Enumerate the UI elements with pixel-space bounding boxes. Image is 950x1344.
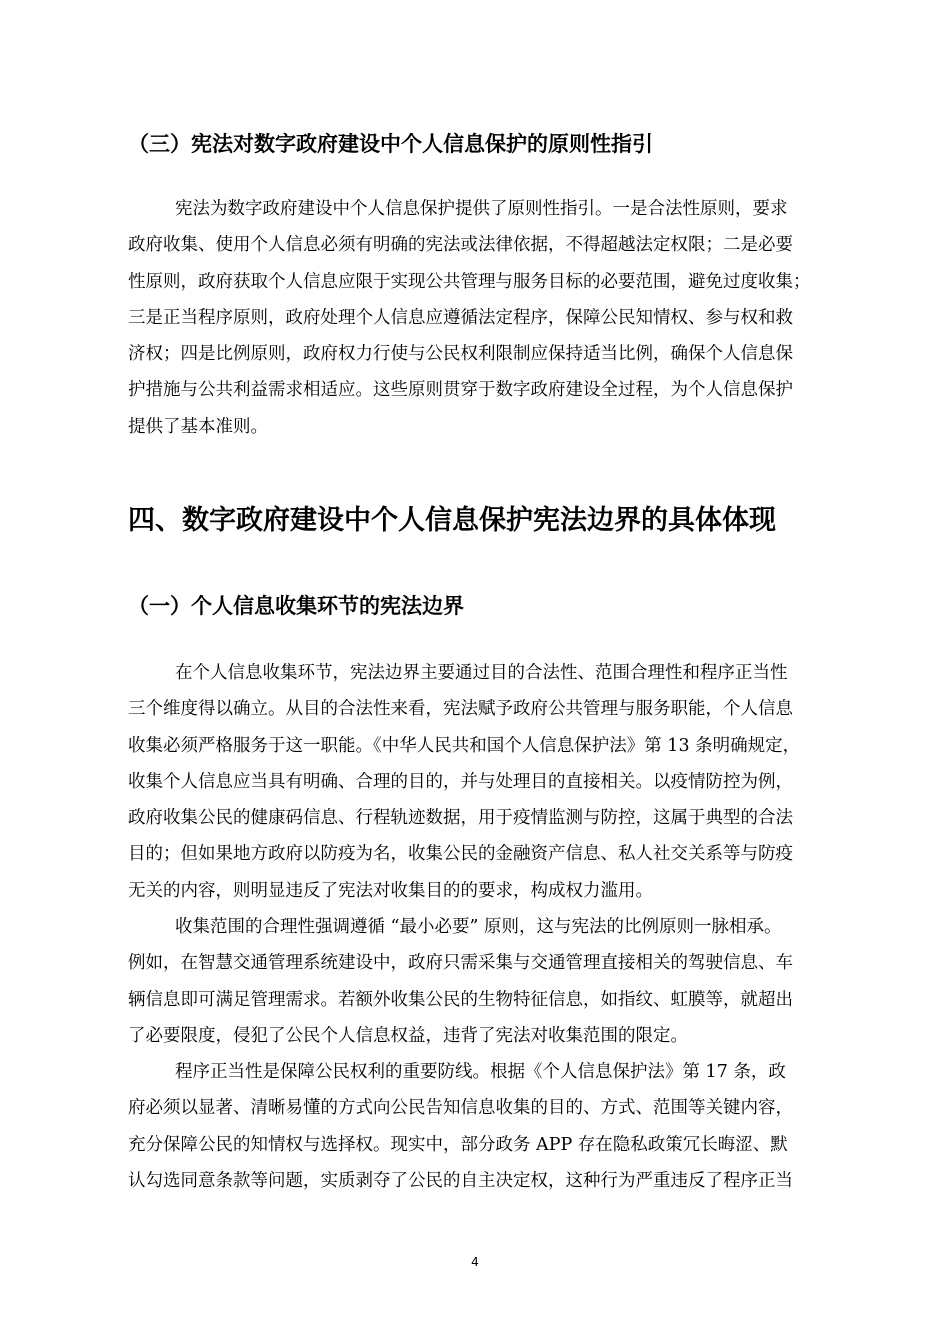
paragraph-line: 宪法为数字政府建设中个人信息保护提供了原则性指引。一是合法性原则，要求 [175,199,788,219]
paragraph-line: 收集必须严格服务于这一职能。《中华人民共和国个人信息保护法》第 13 条明确规定， [128,735,801,756]
paragraph-line: 护措施与公共利益需求相适应。这些原则贯穿于数字政府建设全过程，为个人信息保护 [128,380,793,401]
paragraph-line: 三是正当程序原则，政府处理个人信息应遵循法定程序，保障公民知情权、参与权和救 [128,307,793,328]
paragraph-line: 了必要限度，侵犯了公民个人信息权益，违背了宪法对收集范围的限定。 [128,1025,688,1046]
section-heading-1: （一）个人信息收集环节的宪法边界 [128,594,464,618]
paragraph-line: 政府收集公民的健康码信息、行程轨迹数据，用于疫情监测与防控，这属于典型的合法 [128,808,793,829]
paragraph-line: 辆信息即可满足管理需求。若额外收集公民的生物特征信息，如指纹、虹膜等，就超出 [128,989,793,1010]
paragraph-line: 性原则，政府获取个人信息应限于实现公共管理与服务目标的必要范围，避免过度收集； [128,271,811,292]
paragraph-line: 政府收集、使用个人信息必须有明确的宪法或法律依据，不得超越法定权限；二是必要 [128,235,793,256]
paragraph-collection-boundary [128,655,860,909]
paragraph-line: 提供了基本准则。 [128,416,268,437]
paragraph-line: 充分保障公民的知情权与选择权。现实中，部分政务 APP 存在隐私政策冗长晦涩、默 [128,1134,788,1155]
paragraph-line: 在个人信息收集环节，宪法边界主要通过目的合法性、范围合理性和程序正当性 [175,663,788,683]
paragraph-line: 济权；四是比例原则，政府权力行使与公民权利限制应保持适当比例，确保个人信息保 [128,344,793,365]
paragraph-line: 无关的内容，则明显违反了宪法对收集目的的要求，构成权力滥用。 [128,880,653,901]
paragraph-line: 收集范围的合理性强调遵循 “最小必要” 原则，这与宪法的比例原则一脉相承。 [175,917,782,937]
paragraph-line: 程序正当性是保障公民权利的重要防线。根据《个人信息保护法》第 17 条，政 [175,1062,786,1082]
paragraph-scope [128,909,860,1054]
section-heading-3: （三）宪法对数字政府建设中个人信息保护的原则性指引 [128,132,653,156]
page-number: 4 [471,1255,479,1269]
paragraph-line: 例如，在智慧交通管理系统建设中，政府只需采集与交通管理直接相关的驾驶信息、车 [128,953,793,974]
paragraph-line: 目的；但如果地方政府以防疫为名，收集公民的金融资产信息、私人社交关系等与防疫 [128,844,793,865]
chapter-heading-4: 四、数字政府建设中个人信息保护宪法边界的具体体现 [128,505,776,536]
paragraph-line: 三个维度得以确立。从目的合法性来看，宪法赋予政府公共管理与服务职能，个人信息 [128,699,793,720]
paragraph-line: 府必须以显著、清晰易懂的方式向公民告知信息收集的目的、方式、范围等关键内容， [128,1098,793,1119]
paragraph-principles [128,191,860,445]
paragraph-line: 收集个人信息应当具有明确、合理的目的，并与处理目的直接相关。以疫情防控为例， [128,771,793,792]
paragraph-line: 认勾选同意条款等问题，实质剥夺了公民的自主决定权，这种行为严重违反了程序正当 [128,1170,793,1191]
paragraph-procedure [128,1054,860,1199]
